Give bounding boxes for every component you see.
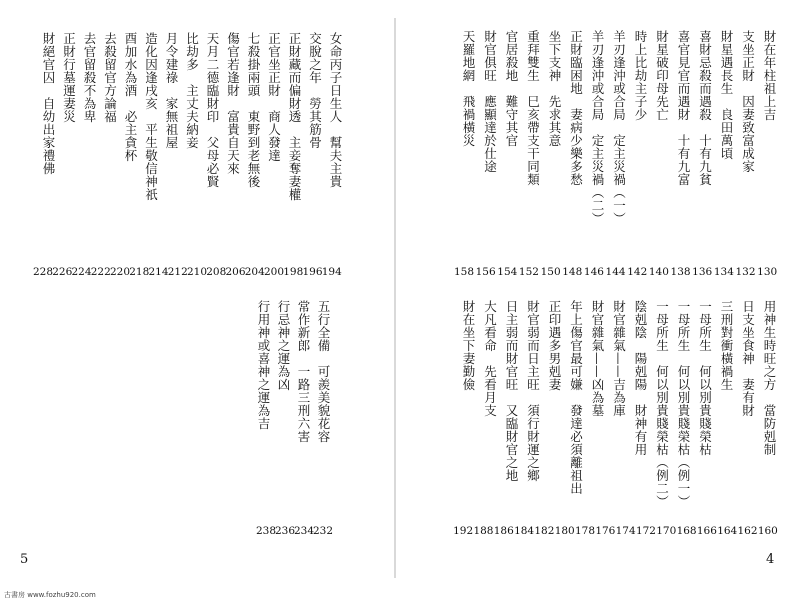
page-ref-number: 160: [757, 525, 778, 537]
page-ref-number: 178: [575, 525, 596, 537]
page-gutter: [394, 18, 396, 578]
toc-entry: 比劫多 主丈夫納妾: [184, 32, 200, 149]
page-ref-number: 238: [256, 525, 277, 537]
toc-entry: 坐下支神 先求其意: [547, 30, 562, 147]
page-ref-number: 146: [583, 266, 604, 278]
right-page-top-page-refs: [453, 266, 778, 278]
page-ref-number: 206: [225, 266, 246, 278]
page-ref-number: 134: [713, 266, 734, 278]
toc-entry: 重拜雙生 巳亥帶支干同類: [525, 30, 541, 186]
page-ref-number: 154: [497, 266, 518, 278]
toc-entry: 財官雜氣——吉為庫: [611, 300, 627, 417]
toc-entry: 財絕官囚 自幼出家禮佛: [41, 32, 56, 175]
page-ref-number: 198: [283, 266, 304, 278]
page-ref-number: 226: [52, 266, 73, 278]
toc-entry: 財星破印母先亡: [654, 30, 670, 121]
page-ref-number: 162: [737, 525, 758, 537]
page-number-left: 5: [20, 552, 29, 567]
page-ref-number: 184: [514, 525, 535, 537]
toc-entry: 財在年柱祖上吉: [762, 30, 777, 121]
page-ref-number: 196: [302, 266, 323, 278]
toc-entry: 支坐正財 因妻致富成家: [740, 30, 756, 173]
toc-entry: 月令建祿 家無祖屋: [164, 32, 179, 149]
page-ref-number: 158: [453, 266, 474, 278]
toc-entry: 三刑對衝橫禍生: [719, 300, 734, 391]
page-ref-number: 212: [167, 266, 188, 278]
toc-entry: 正財藏而偏財透 主妾奪妻權: [287, 32, 302, 201]
toc-entry: 羊刃逢沖或合局 定主災禍（二）: [590, 30, 605, 225]
toc-entry: 一母所生 何以別貴賤榮枯（例二）: [654, 300, 670, 508]
toc-entry: 年上傷官最可嫌 發達必須離祖出: [568, 300, 584, 495]
page-ref-number: 142: [627, 266, 648, 278]
toc-entry: 正財臨困地 妻病少樂多愁: [568, 30, 584, 186]
page-ref-number: 192: [453, 525, 474, 537]
page-ref-number: 180: [554, 525, 575, 537]
toc-entry: 官居殺地 難守其官: [504, 30, 519, 147]
right-page-bottom-page-refs: [453, 525, 778, 537]
page-ref-number: 138: [670, 266, 691, 278]
toc-entry: 正印遇多男剋妻: [547, 300, 562, 391]
page-ref-number: 130: [757, 266, 778, 278]
toc-entry: 行用神或喜神之運為吉: [256, 300, 271, 430]
page-ref-number: 186: [493, 525, 514, 537]
toc-entry: 大凡看命 先看月支: [482, 300, 498, 417]
page-ref-number: 200: [264, 266, 285, 278]
page-ref-number: 132: [735, 266, 756, 278]
toc-entry: 財星遇長生 良田萬頃: [719, 30, 734, 160]
page-ref-number: 164: [717, 525, 738, 537]
page-ref-number: 224: [71, 266, 92, 278]
page-ref-number: 222: [90, 266, 111, 278]
page-ref-number: 166: [696, 525, 717, 537]
toc-entry: 正財行墓運妻災: [61, 32, 77, 123]
page-ref-number: 148: [562, 266, 583, 278]
page-ref-number: 172: [635, 525, 656, 537]
page-ref-number: 182: [534, 525, 555, 537]
page-ref-number: 174: [615, 525, 636, 537]
page-ref-number: 208: [206, 266, 227, 278]
page-ref-number: 140: [648, 266, 669, 278]
page-ref-number: 220: [110, 266, 131, 278]
toc-entry: 財官俱旺 應顯達於仕途: [482, 30, 498, 173]
toc-entry: 女命丙子日生人 幫夫主貴: [328, 32, 343, 188]
toc-entry: 去殺留官方論福: [102, 32, 118, 123]
toc-entry: 一母所生 何以別貴賤榮枯（例一）: [676, 300, 691, 508]
page-ref-number: 168: [676, 525, 697, 537]
toc-entry: 去官留殺不為卑: [82, 32, 97, 123]
page-ref-number: 170: [656, 525, 677, 537]
left-page-top-page-refs: [33, 266, 341, 278]
page-ref-number: 152: [518, 266, 539, 278]
page-ref-number: 136: [692, 266, 713, 278]
toc-entry: 酉加水為酒 必主貪杯: [123, 32, 138, 162]
toc-entry: 一母所生 何以別貴賤榮枯: [697, 300, 713, 456]
toc-entry: 五行全備 可羨美貌花容: [316, 300, 331, 443]
toc-entry: 財官雜氣——凶為墓: [590, 300, 605, 417]
toc-entry: 陰剋陰 陽剋陽 財神有用: [633, 300, 648, 456]
page-ref-number: 214: [148, 266, 169, 278]
page-ref-number: 228: [33, 266, 54, 278]
toc-entry: 用神生時旺之方 當防剋制: [762, 300, 777, 456]
toc-entry: 交脫之年 勞其筋骨: [307, 32, 323, 149]
page-ref-number: 176: [595, 525, 616, 537]
page-ref-number: 144: [605, 266, 626, 278]
toc-entry: 造化因逢戌亥 平生敬信神祇: [143, 32, 159, 201]
page-number-right: 4: [766, 552, 775, 567]
page-ref-number: 210: [187, 266, 208, 278]
page-ref-number: 234: [294, 525, 315, 537]
toc-entry: 常作新郎 一路三刑六害: [296, 300, 311, 443]
toc-entry: 羊刃逢沖或合局 定主災禍（一）: [611, 30, 627, 225]
page-ref-number: 204: [244, 266, 265, 278]
page-ref-number: 236: [275, 525, 296, 537]
page-ref-number: 218: [129, 266, 150, 278]
page-ref-number: 188: [473, 525, 494, 537]
page-ref-number: 232: [313, 525, 334, 537]
toc-entry: 喜財忌殺而遇殺 十有九貧: [697, 30, 713, 186]
left-page-bottom-page-refs: [256, 525, 332, 537]
toc-entry: 日主弱而財官旺 又臨財官之地: [504, 300, 519, 482]
footer-watermark: 古書房 www.fozhu920.com: [4, 591, 96, 599]
toc-entry: 時上比劫主子少: [633, 30, 648, 121]
toc-entry: 日支坐食神 妻有財: [740, 300, 756, 417]
toc-entry: 正官坐正財 商人發達: [266, 32, 282, 162]
toc-entry: 行忌神之運為凶: [276, 300, 291, 391]
toc-entry: 財官弱而日主旺 須行財運之鄉: [525, 300, 541, 482]
toc-entry: 喜官見官而遇財 十有九富: [676, 30, 691, 186]
toc-entry: 天月二德臨財印 父母必賢: [205, 32, 220, 188]
page-ref-number: 194: [321, 266, 342, 278]
toc-entry: 財在坐下妻勤儉: [461, 300, 476, 391]
page-ref-number: 156: [475, 266, 496, 278]
toc-entry: 傷官若逢財 富貴自天來: [225, 32, 241, 175]
toc-entry: 天羅地網 飛禍橫災: [461, 30, 476, 147]
page-ref-number: 150: [540, 266, 561, 278]
toc-entry: 七殺掛兩頭 東野到老無後: [246, 32, 261, 188]
